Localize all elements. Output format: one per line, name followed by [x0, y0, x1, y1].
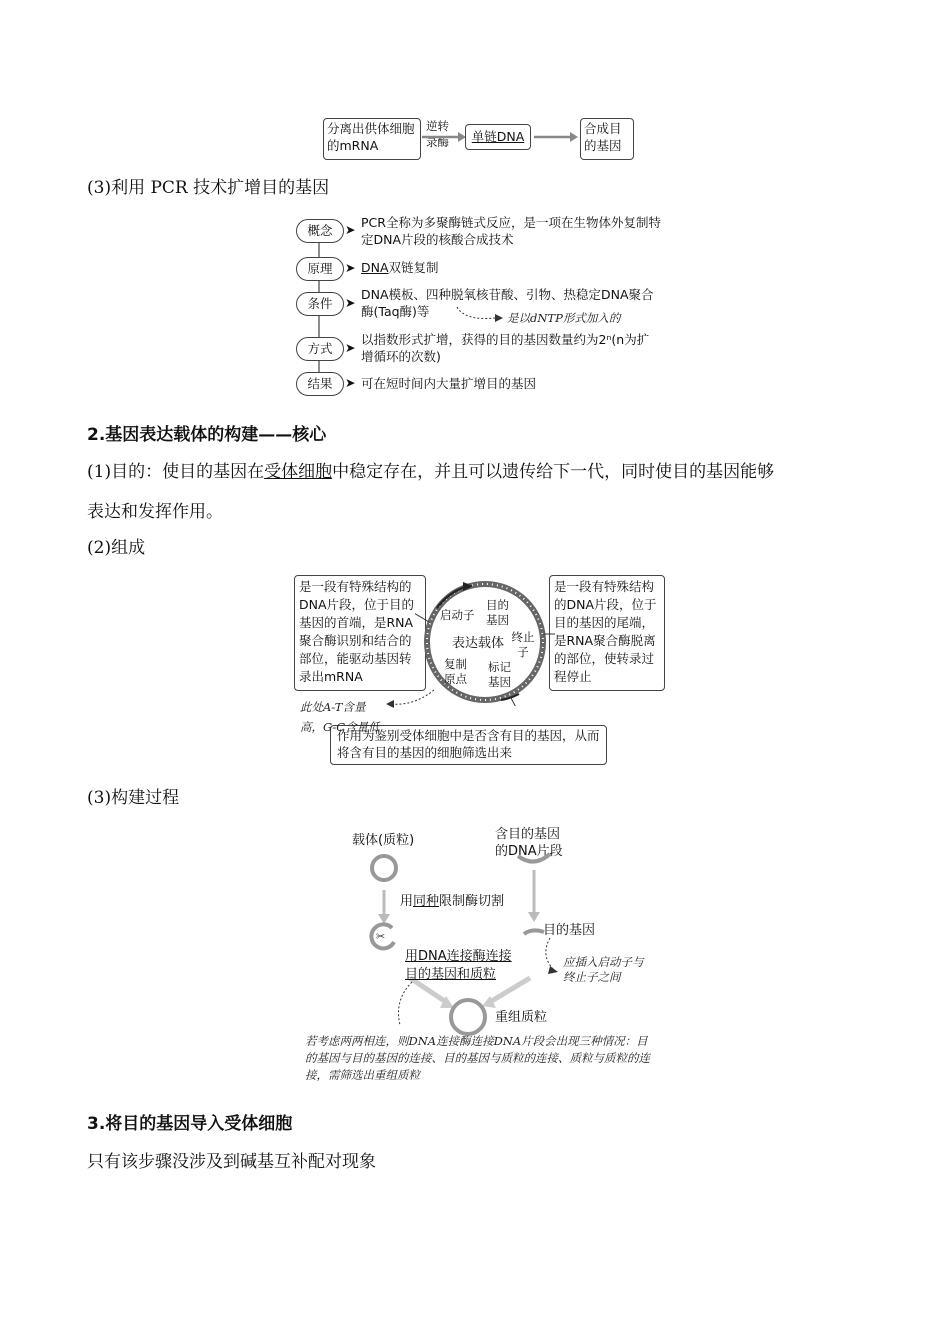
construction-title: (3)构建过程	[87, 788, 180, 808]
flow-arrow-label: 逆转录酶	[426, 119, 449, 149]
pcr-arrow: ➤	[345, 375, 356, 390]
at-content-note: 此处A-T含量高，G-C含量低	[300, 700, 380, 734]
pcr-label-condition: 条件	[296, 292, 344, 316]
section-2-p1: (1)目的：使目的基因在受体细胞中稳定存在，并且可以遗传给下一代，同时使目的基因能够	[87, 462, 775, 482]
at-note-pointer	[384, 688, 444, 710]
section-3-heading: 3.将目的基因导入受体细胞	[87, 1114, 293, 1134]
ligase-label: 用DNA连接酶连接目的基因和质粒	[405, 949, 512, 982]
pcr-text-mode: 以指数形式扩增，获得的目的基因数量约为2ⁿ(n为扩增循环的次数)	[361, 332, 650, 364]
pcr-text-condition: DNA模板、四种脱氧核苷酸、引物、热稳定DNA聚合酶(Taq酶)等	[361, 287, 654, 319]
cut-label: 用同种限制酶切割	[400, 894, 505, 909]
flow-arrow-2-head	[570, 132, 578, 142]
flow-box-mrna: 分离出供体细胞的mRNA	[323, 118, 421, 160]
insert-position-note: 应插入启动子与终止子之间	[563, 955, 644, 984]
pcr-text-concept: PCR全称为多聚酶链式反应，是一项在生物体外复制特定DNA片段的核酸合成技术	[361, 215, 661, 247]
section-2-p2: (2)组成	[87, 538, 146, 558]
vector-marker: 标记基因	[488, 660, 511, 689]
marker-desc-box: 作用为鉴别受体细胞中是否含有目的基因，从而将含有目的基因的细胞筛选出来	[330, 725, 607, 765]
pcr-text-principle: DNA双链复制	[361, 260, 439, 275]
promoter-desc-box: 是一段有特殊结构的DNA片段，位于目的基因的首端，是RNA聚合酶识别和结合的部位，能驱动基因转录出mRNA	[294, 575, 426, 691]
pcr-label-principle: 原理	[296, 257, 344, 281]
pcr-arrow: ➤	[345, 222, 356, 237]
pcr-text-result: 可在短时间内大量扩增目的基因	[361, 376, 537, 391]
vector-origin: 复制原点	[444, 657, 467, 686]
pcr-arrow: ➤	[345, 260, 356, 275]
terminator-desc-box: 是一段有特殊结构的DNA片段，位于目的基因的尾端，是RNA聚合酶脱离的部位，使转录过程停止	[549, 575, 665, 691]
section-2-p1-cont: 表达和发挥作用。	[87, 502, 223, 522]
dna-fragment-icon	[518, 854, 550, 862]
pcr-arrow: ➤	[345, 295, 356, 310]
vector-target-gene: 目的基因	[486, 598, 509, 627]
pcr-label-mode: 方式	[296, 337, 344, 361]
flow-box-ssdna: 单链DNA	[465, 124, 531, 150]
section-3-p: 只有该步骤没涉及到碱基互补配对现象	[87, 1152, 376, 1172]
recombinant-plasmid-icon	[451, 1000, 485, 1034]
dna-fragment-label: 含目的基因的DNA片段	[495, 827, 563, 859]
dntp-note: 是以dNTP形式加入的	[507, 311, 621, 325]
vector-terminator: 终止子	[511, 630, 535, 659]
pcr-arrow: ➤	[345, 340, 356, 355]
plasmid-icon	[372, 856, 396, 880]
vector-center-label: 表达载体	[452, 636, 505, 651]
target-gene-label: 目的基因	[543, 923, 596, 938]
section-2-heading: 2.基因表达载体的构建——核心	[87, 425, 327, 445]
plasmid-label: 载体(质粒)	[352, 833, 415, 848]
pcr-section-title: (3)利用 PCR 技术扩增目的基因	[87, 178, 330, 198]
recombinant-label: 重组质粒	[495, 1010, 548, 1025]
vector-promoter: 启动子	[440, 608, 475, 622]
pcr-label-result: 结果	[296, 372, 344, 396]
svg-text:✂: ✂	[376, 930, 386, 943]
dntp-pointer	[455, 305, 515, 325]
target-gene-icon	[524, 930, 544, 934]
pcr-label-concept: 概念	[296, 219, 344, 243]
ligation-cases-note: 若考虑两两相连，则DNA连接酶连接DNA片段会出现三种情况：目的基因与目的基因的连接、目的基因与质粒的连接、质粒与质粒的连接，需筛选出重组质粒	[305, 1034, 650, 1082]
flow-box-gene: 合成目的基因	[580, 118, 634, 160]
